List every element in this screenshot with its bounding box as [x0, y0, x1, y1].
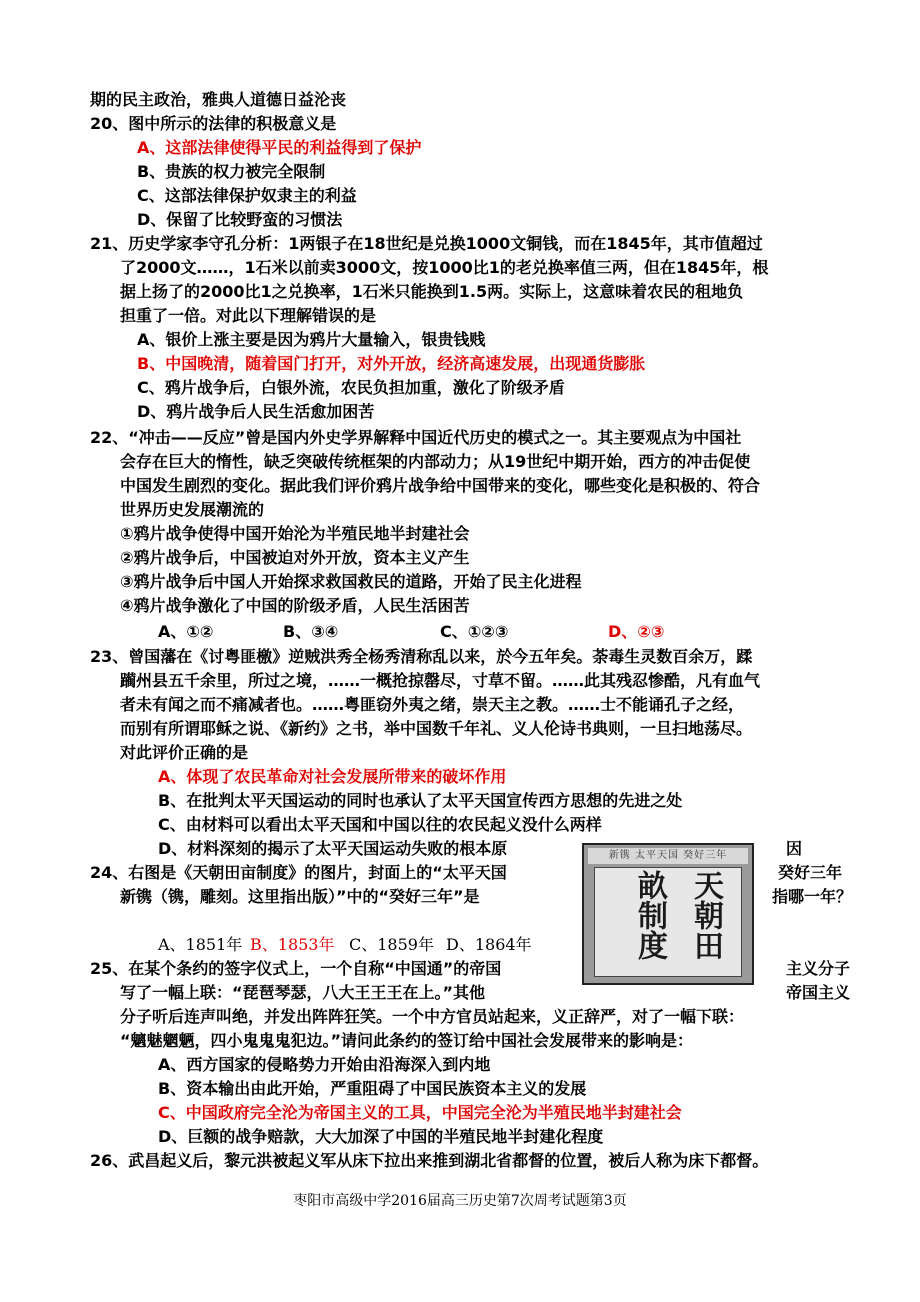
tianchao-tianmu-zhidu-cover-image: [582, 843, 754, 985]
question-25-line: “魑魅魍魉，四小鬼鬼鬼犯边。”请问此条约的签订给中国社会发展带来的影响是：: [120, 1031, 694, 1050]
q20-option-b: B、贵族的权力被完全限制: [137, 162, 326, 181]
page-footer: 枣阳市高级中学2016届高三历史第7次周考试题第3页: [293, 1193, 627, 1209]
question-21-line: 据上扬了的2000比1之兑换率，1石米只能换到1.5两。实际上，这意味着农民的租地负: [120, 282, 744, 301]
q21-option-c: C、鸦片战争后，白银外流，农民负担加重，激化了阶级矛盾: [137, 378, 565, 397]
q24-option-a: A、1851年: [158, 935, 243, 954]
question-22-line: 中国发生剧烈的变化。据此我们评价鸦片战争给中国带来的变化，哪些变化是积极的、符合: [120, 476, 761, 495]
q23-option-d-end: 因: [786, 839, 803, 858]
q21-option-d: D、鸦片战争后人民生活愈加困苦: [137, 402, 375, 421]
question-21-line: 了2000文……，1石米以前卖3000文，按1000比1的老兑换率值三两，但在1845年，根: [120, 258, 769, 277]
question-25-line: 写了一幅上联：“琵琶琴瑟，八大王王王在上。”其他: [120, 983, 486, 1002]
q22-statement-3: ③鸦片战争后中国人开始探求救国救民的道路，开始了民主化进程: [120, 572, 582, 591]
question-23-line: 躏州县五千余里，所过之境，……一概抢掠罄尽，寸草不留。……此其残忍惨酷，凡有血气: [120, 671, 761, 690]
q24-option-b: B、1853年: [250, 935, 335, 954]
question-23-line: 对此评价正确的是: [120, 743, 249, 762]
q22-option-d: D、②③: [608, 622, 665, 641]
question-24-right: 指哪一年？: [772, 887, 853, 906]
q25-option-d: D、巨额的战争赔款，大大加深了中国的半殖民地半封建化程度: [158, 1127, 604, 1146]
cover-title-col-2: 畝制度: [632, 870, 667, 960]
question-21: 21、历史学家李守孔分析：1两银子在18世纪是兑换1000文铜钱，而在1845年，其市值超过: [90, 234, 763, 253]
question-22-line: 世界历史发展潮流的: [120, 500, 265, 519]
question-25-right: 帝国主义: [786, 983, 851, 1002]
q22-statement-2: ②鸦片战争后，中国被迫对外开放，资本主义产生: [120, 548, 470, 567]
question-20: 20、图中所示的法律的积极意义是: [90, 114, 337, 133]
q24-option-d: D、1864年: [446, 935, 532, 954]
question-22-line: 会存在巨大的惰性，缺乏突破传统框架的内部动力；从19世纪中期开始，西方的冲击促使: [120, 452, 751, 471]
q23-option-a: A、体现了农民革命对社会发展所带来的破坏作用: [158, 767, 507, 786]
q25-option-b: B、资本输出由此开始，严重阻碍了中国民族资本主义的发展: [158, 1079, 587, 1098]
question-24: 24、右图是《天朝田亩制度》的图片，封面上的“太平天国: [90, 863, 507, 882]
q23-option-b: B、在批判太平天国运动的同时也承认了太平天国宣传西方思想的先进之处: [158, 791, 683, 810]
question-25-right: 主义分子: [786, 959, 851, 978]
q22-statement-1: ①鸦片战争使得中国开始沦为半殖民地半封建社会: [120, 524, 470, 543]
question-23-line: 而别有所谓耶稣之说、《新约》之书，举中国数千年礼、义人伦诗书典则，一旦扫地荡尽。: [120, 719, 753, 738]
question-24-right: 癸好三年: [778, 863, 843, 882]
q22-statement-4: ④鸦片战争激化了中国的阶级矛盾，人民生活困苦: [120, 596, 470, 615]
q20-option-c: C、这部法律保护奴隶主的利益: [137, 186, 357, 205]
question-22: 22、“冲击——反应”曾是国内外史学界解释中国近代历史的模式之一。其主要观点为中国社: [90, 428, 742, 447]
q23-option-c: C、由材料可以看出太平天国和中国以往的农民起义没什么两样: [158, 815, 602, 834]
cover-band: 新镌 太平天国 癸好三年: [588, 848, 748, 864]
q20-option-d: D、保留了比较野蛮的习惯法: [137, 210, 343, 229]
question-26: 26、武昌起义后，黎元洪被起义军从床下拉出来推到湖北省都督的位置，被后人称为床下都督。: [90, 1151, 769, 1170]
q24-option-c: C、1859年: [349, 935, 434, 954]
question-23-line: 者未有闻之而不痛减者也。……粤匪窃外夷之绪，崇天主之教。……士不能诵孔子之经，: [120, 695, 745, 714]
question-23: 23、曾国藩在《讨粤匪檄》逆贼洪秀全杨秀清称乱以来，於今五年矣。荼毒生灵数百余万，蹂: [90, 647, 753, 666]
cover-title-col-1: 天朝田: [688, 870, 723, 960]
q25-option-a: A、西方国家的侵略势力开始由沿海深入到内地: [158, 1055, 491, 1074]
q22-option-c: C、①②③: [440, 622, 509, 641]
q23-option-d: D、材料深刻的揭示了太平天国运动失败的根本原: [158, 839, 508, 858]
question-21-line: 担重了一倍。对此以下理解错误的是: [120, 306, 377, 325]
cover-title-panel: [594, 867, 742, 977]
q22-option-b: B、③④: [283, 622, 339, 641]
q25-option-c: C、中国政府完全沦为帝国主义的工具，中国完全沦为半殖民地半封建社会: [158, 1103, 682, 1122]
q21-option-b: B、中国晚清，随着国门打开，对外开放，经济高速发展，出现通货膨胀: [137, 354, 646, 373]
q22-option-a: A、①②: [158, 622, 214, 641]
q21-option-a: A、银价上涨主要是因为鸦片大量输入，银贵钱贱: [137, 330, 486, 349]
question-25: 25、在某个条约的签字仪式上，一个自称“中国通”的帝国: [90, 959, 502, 978]
question-25-line: 分子听后连声叫绝，并发出阵阵狂笑。一个中方官员站起来，义正辞严，对了一幅下联：: [120, 1007, 745, 1026]
q20-option-a: A、这部法律使得平民的利益得到了保护: [137, 138, 422, 157]
question-24-line: 新镌（镌，雕刻。这里指出版）”中的“癸好三年”是: [120, 887, 480, 906]
text-line: 期的民主政治，雅典人道德日益沦丧: [90, 90, 347, 109]
